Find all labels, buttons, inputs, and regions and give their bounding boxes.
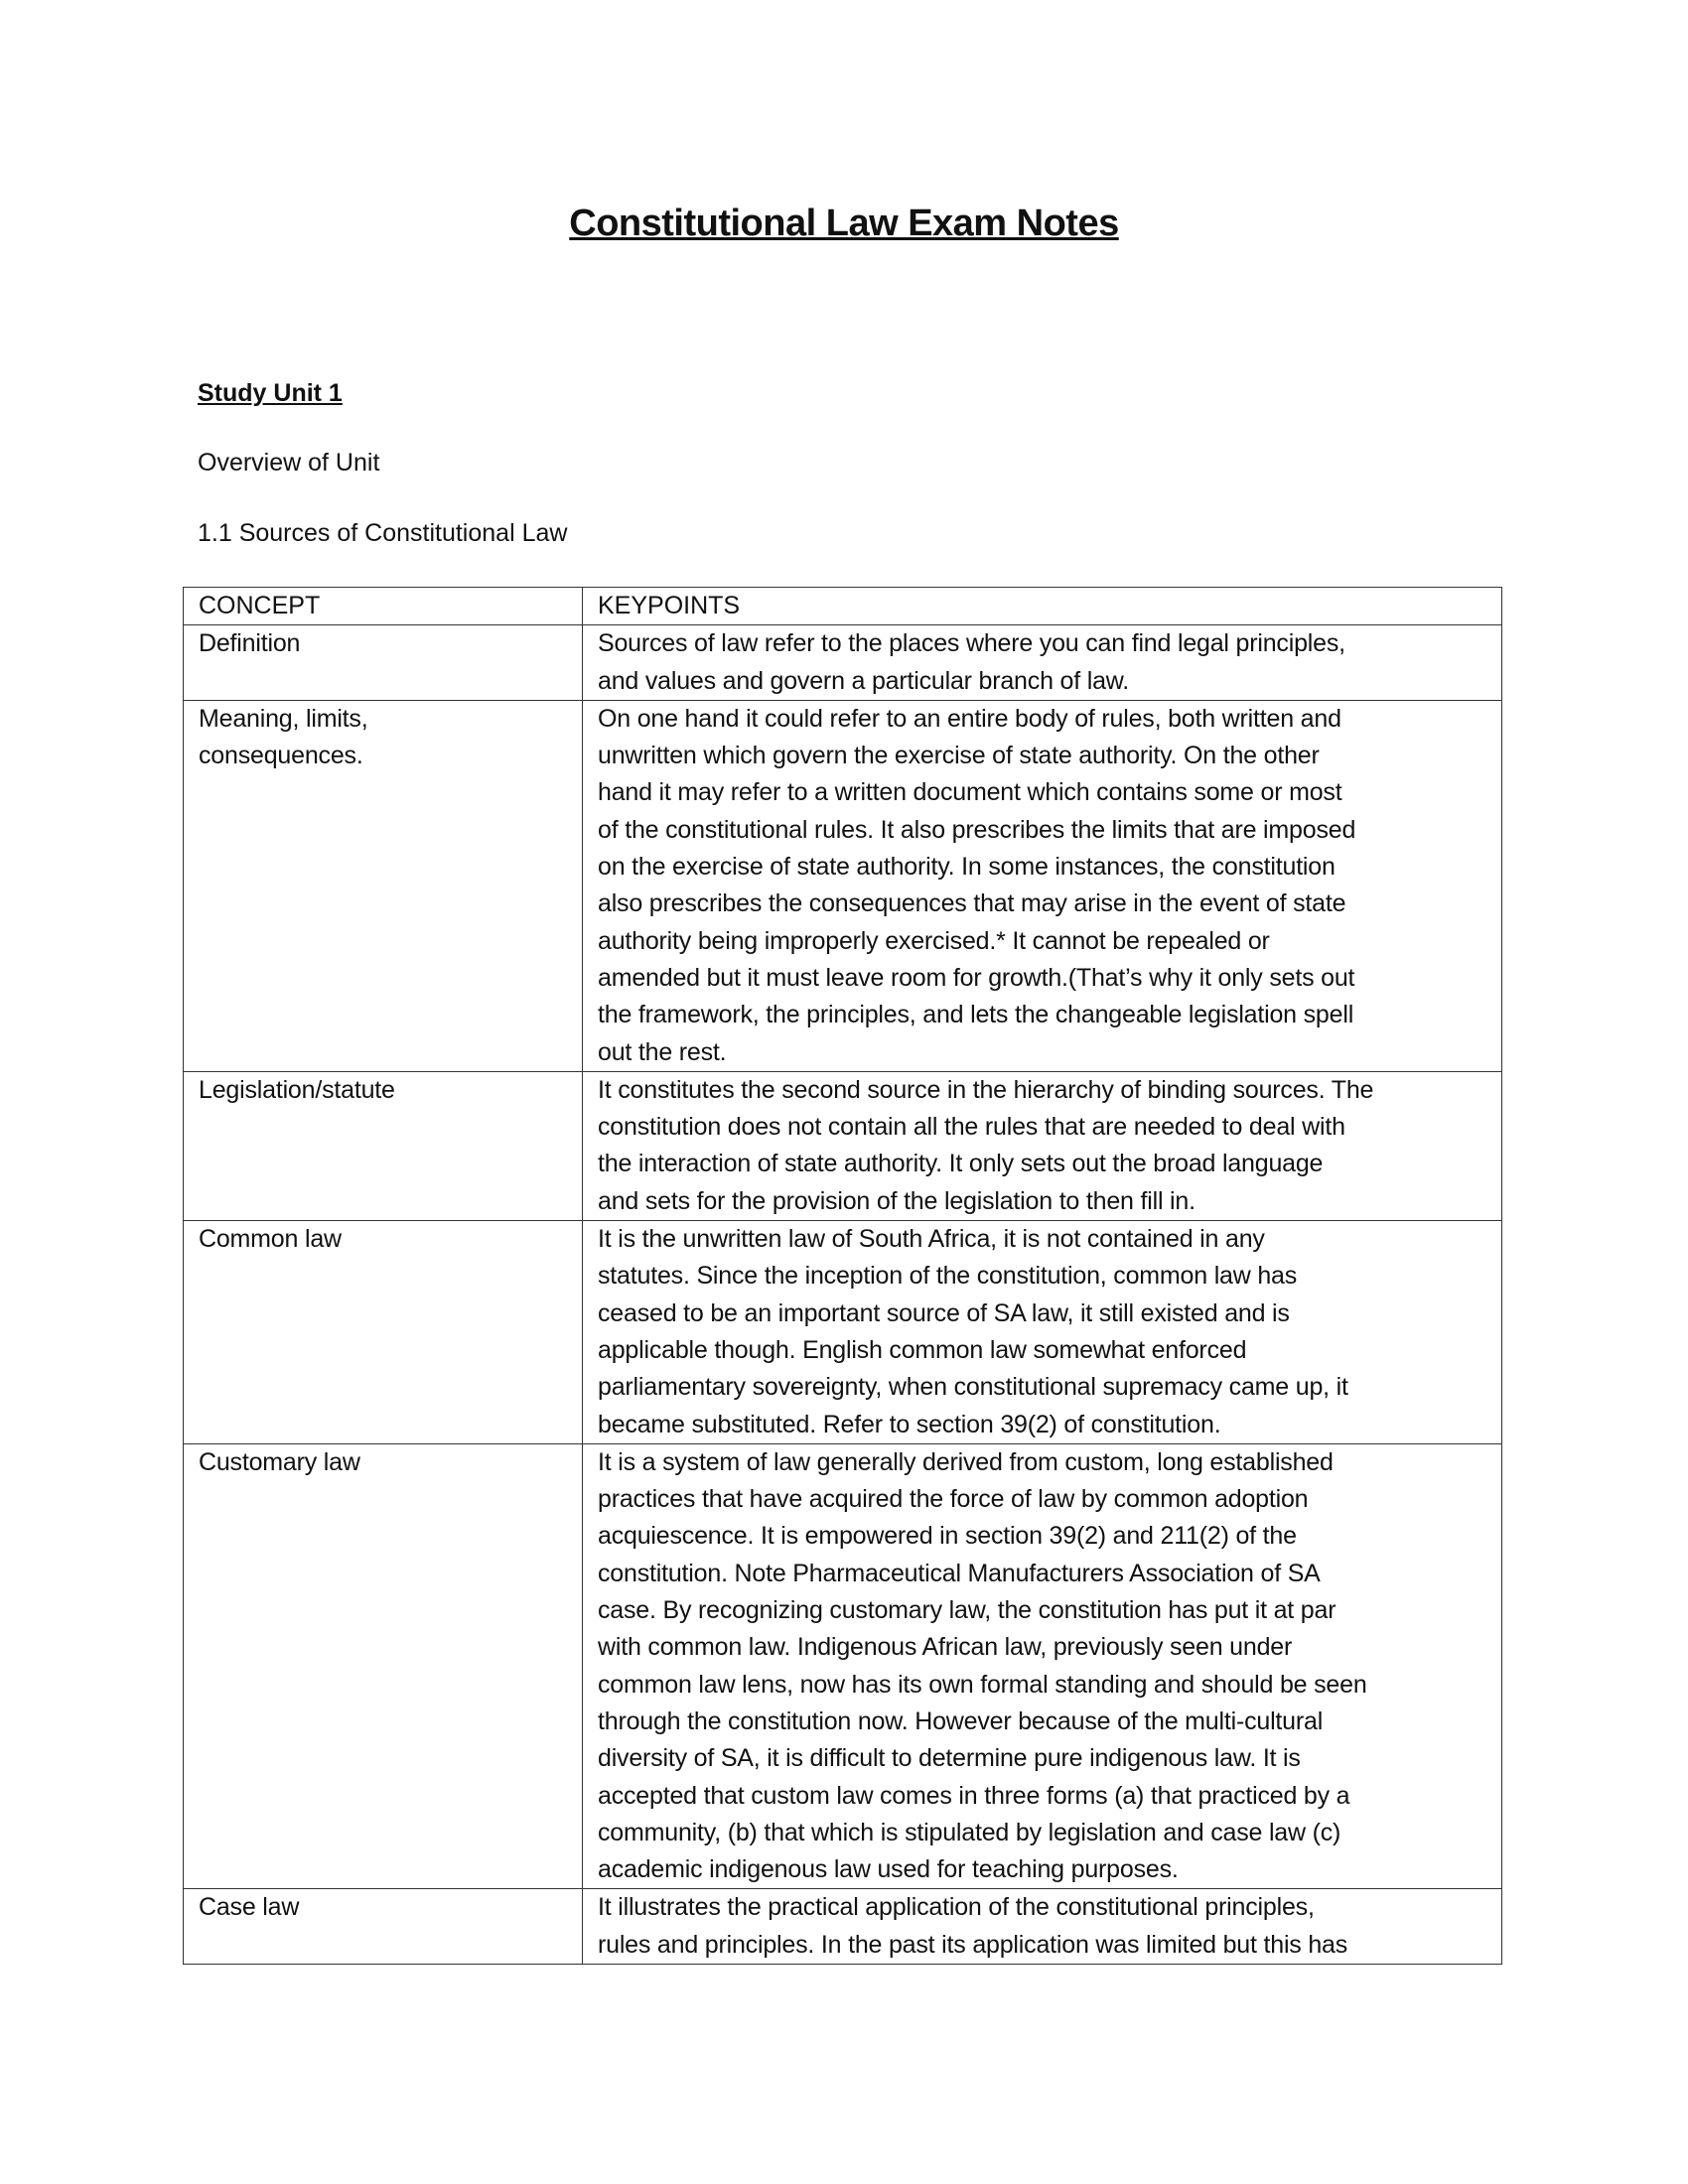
overview-text: Overview of Unit [198,449,380,477]
cell-line: became substituted. Refer to section 39(2) of constitution. [598,1410,1221,1438]
cell-line: statutes. Since the inception of the constitution, common law has [598,1262,1298,1291]
cell-line: constitution. Note Pharmaceutical Manufacturers Association of SA [598,1559,1321,1587]
cell-line: and sets for the provision of the legislation to then fill in. [598,1186,1196,1215]
table-row [184,1221,1502,1444]
header-concept: CONCEPT [184,588,583,625]
table-row [184,1443,1502,1889]
cell-line: also prescribes the consequences that may arise in the event of state [598,889,1346,918]
cell-line: community, (b) that which is stipulated by legislation and case law (c) [598,1818,1341,1846]
cell-line: common law lens, now has its own formal standing and should be seen [598,1670,1367,1699]
concept-cell [184,1071,583,1220]
cell-line: the interaction of state authority. It only sets out the broad language [598,1150,1324,1178]
cell-line: Common law [199,1225,342,1254]
cell-line: Definition [199,629,301,658]
keypoints-cell [583,700,1502,1071]
cell-line: on the exercise of state authority. In some instances, the constitution [598,853,1336,882]
keypoints-cell [583,625,1502,701]
cell-line: It constitutes the second source in the hierarchy of binding sources. The [598,1075,1374,1104]
cell-line: applicable though. English common law somewhat enforced [598,1335,1247,1364]
keypoints-cell [583,1221,1502,1444]
cell-line: diversity of SA, it is difficult to determine pure indigenous law. It is [598,1744,1301,1773]
cell-line: practices that have acquired the force of law by common adoption [598,1485,1309,1514]
cell-line: ceased to be an important source of SA law, it still existed and is [598,1298,1290,1327]
cell-line: It is the unwritten law of South Africa, it is not contained in any [598,1225,1265,1254]
concept-cell [184,700,583,1071]
cell-line: It is a system of law generally derived from custom, long established [598,1447,1334,1476]
cell-line: amended but it must leave room for growth.(That’s why it only sets out [598,963,1355,992]
keypoints-cell [583,1889,1502,1965]
table-row [184,1071,1502,1220]
concept-cell [184,1221,583,1444]
concept-cell [184,625,583,701]
cell-line: On one hand it could refer to an entire body of rules, both written and [598,704,1341,733]
cell-line: through the constitution now. However because of the multi-cultural [598,1706,1324,1735]
keypoints-cell [583,1443,1502,1889]
cell-line: accepted that custom law comes in three forms (a) that practiced by a [598,1781,1350,1810]
cell-line: Case law [199,1893,300,1922]
table-row [184,700,1502,1071]
concept-cell [184,1889,583,1965]
table-row [184,1889,1502,1965]
cell-line: constitution does not contain all the rules that are needed to deal with [598,1113,1345,1142]
cell-line: It illustrates the practical application of the constitutional principles, [598,1893,1315,1922]
cell-line: out the rest. [598,1037,727,1066]
concept-cell [184,1443,583,1889]
section-heading: 1.1 Sources of Constitutional Law [198,519,568,547]
table-header-row [184,588,1502,625]
cell-line: consequences. [199,742,363,770]
study-unit-heading: Study Unit 1 [198,379,343,407]
cell-line: academic indigenous law used for teaching purposes. [598,1855,1179,1884]
cell-line: authority being improperly exercised.* It cannot be repealed or [598,926,1270,955]
cell-line: the framework, the principles, and lets the changeable legislation spell [598,1001,1354,1029]
keypoints-cell [583,1071,1502,1220]
cell-line: and values and govern a particular branch of law. [598,666,1129,695]
cell-line: Sources of law refer to the places where you can find legal principles, [598,629,1345,658]
cell-line: Customary law [199,1447,360,1476]
cell-line: Legislation/statute [199,1075,395,1104]
cell-line: parliamentary sovereignty, when constitutional supremacy came up, it [598,1373,1348,1402]
cell-line: Meaning, limits, [199,704,368,733]
cell-line: rules and principles. In the past its application was limited but this has [598,1930,1348,1959]
cell-line: hand it may refer to a written document which contains some or most [598,778,1342,807]
document-title: Constitutional Law Exam Notes [569,203,1119,244]
table-row [184,625,1502,701]
cell-line: unwritten which govern the exercise of state authority. On the other [598,742,1320,770]
sources-table [183,587,1502,1965]
header-keypoints: KEYPOINTS [583,588,1502,625]
cell-line: case. By recognizing customary law, the constitution has put it at par [598,1596,1336,1625]
cell-line: acquiescence. It is empowered in section 39(2) and 211(2) of the [598,1522,1297,1551]
cell-line: with common law. Indigenous African law, previously seen under [598,1633,1293,1662]
cell-line: of the constitutional rules. It also prescribes the limits that are imposed [598,815,1356,844]
